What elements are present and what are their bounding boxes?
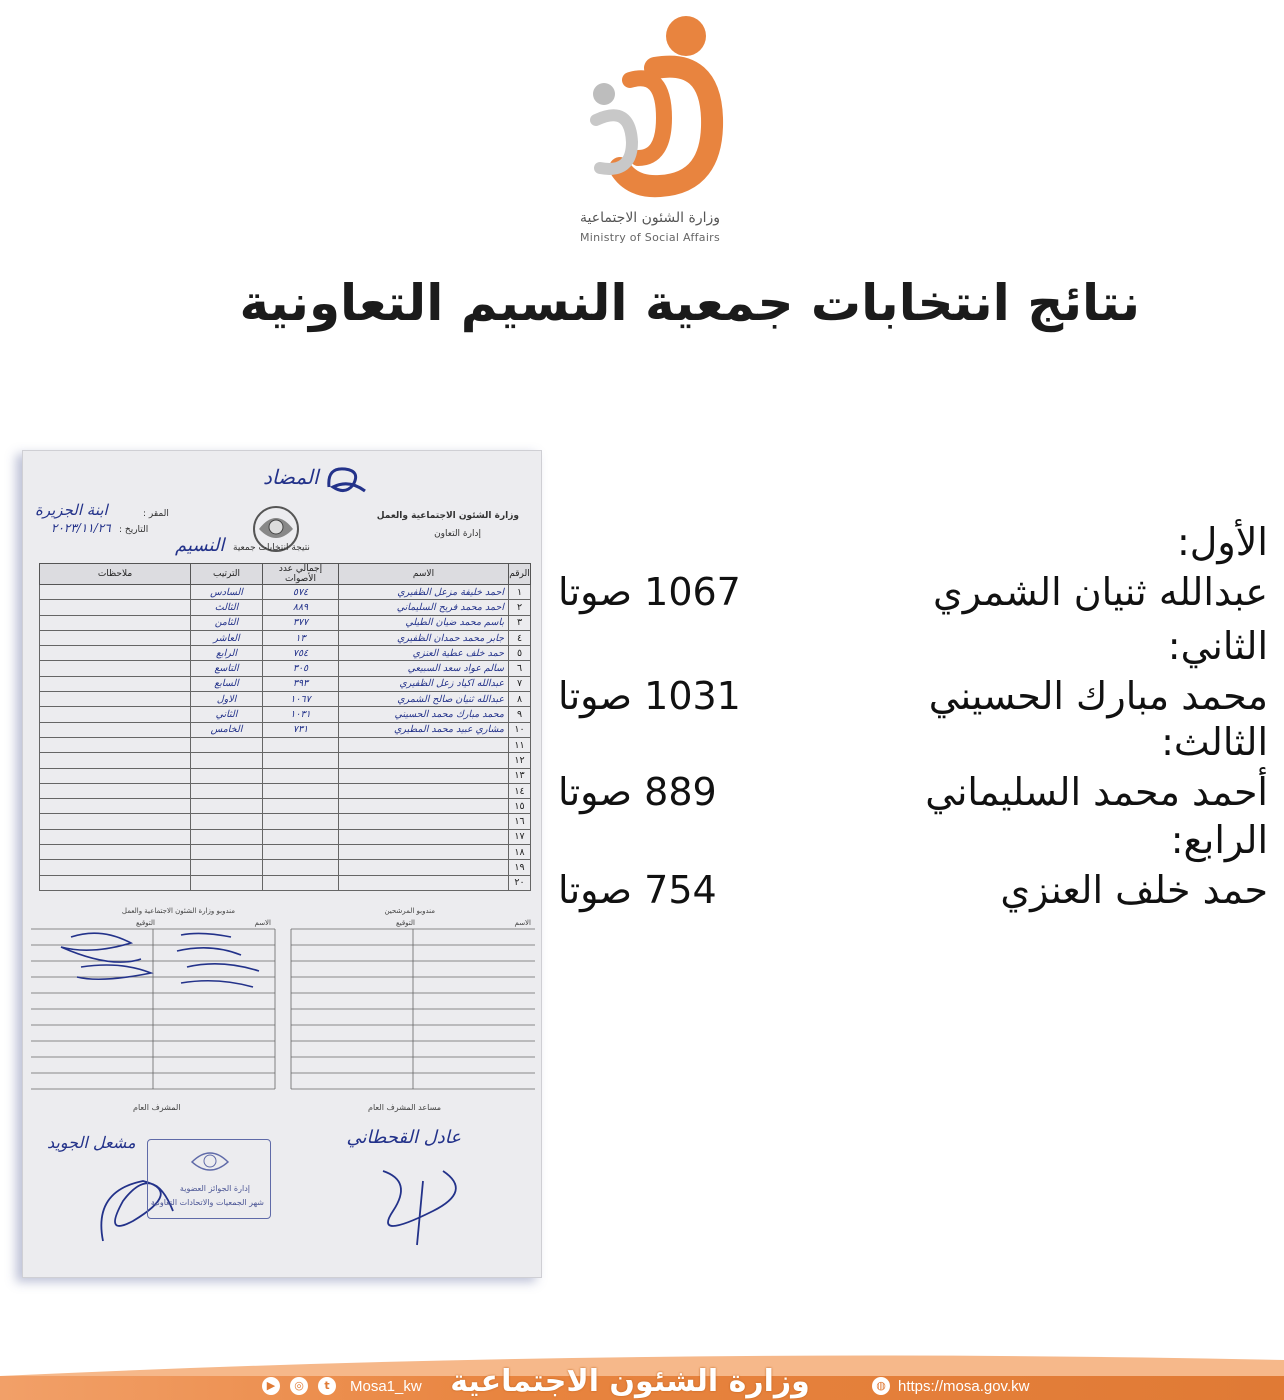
footer-website-link[interactable]: https://mosa.gov.kw [898,1378,1030,1395]
row-votes [263,875,339,890]
table-row [40,753,531,768]
row-notes [40,799,191,814]
row-number: ٣ [509,615,531,630]
sheet-date-value: ٢٠٢٣/١١/٢٦ [51,521,111,535]
ministry-sign-col: التوقيع [136,919,155,927]
row-votes: ٨٨٩ [263,600,339,615]
row-votes [263,829,339,844]
scanned-results-sheet [22,450,542,1278]
row-votes [263,814,339,829]
row-name [339,829,509,844]
row-name [339,768,509,783]
row-rank: الثالث [191,600,263,615]
row-name: مشاري عبيد محمد المطيري [339,722,509,737]
result-3-name: أحمد محمد السليماني [925,770,1268,814]
row-votes: ١٣ [263,630,339,645]
row-notes [40,845,191,860]
row-number: ١٤ [509,783,531,798]
row-name [339,814,509,829]
table-row [40,692,531,707]
ministry-name-col: الاسم [254,919,271,927]
row-votes [263,845,339,860]
row-rank [191,845,263,860]
table-row [40,814,531,829]
row-number: ١٢ [509,753,531,768]
col-notes: ملاحظات [40,564,191,585]
row-notes [40,585,191,600]
row-rank: السادس [191,585,263,600]
result-4-votes: 754 صوتا [558,868,717,912]
table-row [40,799,531,814]
row-votes: ١٠٦٧ [263,692,339,707]
row-name: احمد خليفة مزعل الظفيري [339,585,509,600]
row-name: احمد محمد فريح السليماني [339,600,509,615]
row-number: ٥ [509,646,531,661]
table-row [40,845,531,860]
official-stamp [147,1139,271,1219]
table-row [40,615,531,630]
row-notes [40,753,191,768]
row-rank: الرابع [191,646,263,661]
row-number: ١٠ [509,722,531,737]
row-number: ١١ [509,737,531,752]
row-notes [40,646,191,661]
row-rank [191,814,263,829]
ministry-logo-icon [560,8,740,198]
row-notes [40,814,191,829]
row-votes [263,753,339,768]
row-rank: العاشر [191,630,263,645]
row-notes [40,768,191,783]
results-list [550,520,1268,920]
row-rank [191,753,263,768]
table-row [40,783,531,798]
row-name [339,783,509,798]
row-notes [40,722,191,737]
row-rank: الاول [191,692,263,707]
table-row [40,707,531,722]
signature-grid-lines [31,907,535,1097]
row-name: حمد خلف عطية العنزي [339,646,509,661]
general-supervisor-label: المشرف العام [133,1103,181,1112]
row-number: ١٥ [509,799,531,814]
logo-arabic-name: وزارة الشئون الاجتماعية [580,210,720,226]
row-name [339,737,509,752]
handwritten-scribble-icon [323,461,371,497]
row-notes [40,676,191,691]
row-notes [40,630,191,645]
row-rank [191,875,263,890]
youtube-icon[interactable]: ▶ [262,1377,280,1395]
row-votes [263,860,339,875]
row-rank: الثاني [191,707,263,722]
result-2-rank: الثاني: [1167,624,1268,668]
sheet-results-table [39,563,531,891]
ministry-reps-title: مندوبو وزارة الشئون الاجتماعية والعمل [121,907,235,915]
row-rank [191,737,263,752]
row-number: ٢ [509,600,531,615]
col-name: الاسم [339,564,509,585]
handwritten-note: المضاد [263,465,319,489]
row-rank [191,783,263,798]
row-votes [263,768,339,783]
row-number: ١٨ [509,845,531,860]
representatives-signature-grid [31,907,535,1097]
row-number: ٦ [509,661,531,676]
sheet-result-caption-hand: النسيم [175,535,225,556]
table-row [40,737,531,752]
result-3-rank: الثالث: [1161,720,1268,764]
row-number: ١٧ [509,829,531,844]
row-votes: ٧٣١ [263,722,339,737]
row-votes: ٥٧٤ [263,585,339,600]
table-row [40,875,531,890]
row-number: ١٣ [509,768,531,783]
row-name: سالم عواد سعد السبيعي [339,661,509,676]
instagram-icon[interactable]: ◎ [290,1377,308,1395]
assistant-supervisor-signature: عادل القحطاني [346,1127,461,1148]
candidates-name-col: الاسم [514,919,531,927]
col-votes: إجمالي عدد الأصوات [263,564,339,585]
row-votes: ٧٥٤ [263,646,339,661]
assistant-supervisor-label: مساعد المشرف العام [368,1103,441,1112]
table-row [40,600,531,615]
row-number: ١٦ [509,814,531,829]
table-row [40,630,531,645]
row-notes [40,875,191,890]
result-1-votes: 1067 صوتا [558,570,741,614]
row-name: جابر محمد حمدان الظفيري [339,630,509,645]
row-votes [263,799,339,814]
twitter-icon[interactable]: t [318,1377,336,1395]
row-notes [40,661,191,676]
table-row [40,585,531,600]
result-1-name: عبدالله ثنيان الشمري [932,570,1268,614]
row-name [339,753,509,768]
table-row [40,768,531,783]
sheet-hq-value: ابنة الجزيرة [35,501,108,519]
footer-ministry-name: وزارة الشئون الاجتماعية [450,1364,810,1399]
col-rank: الترتيب [191,564,263,585]
row-votes: ٣٩٣ [263,676,339,691]
candidates-sign-col: التوقيع [396,919,415,927]
row-name [339,845,509,860]
row-votes: ١٠٣١ [263,707,339,722]
globe-icon: ◍ [872,1377,890,1395]
table-row [40,829,531,844]
row-name [339,875,509,890]
row-number: ٧ [509,676,531,691]
row-name [339,860,509,875]
row-notes [40,829,191,844]
general-supervisor-signature: مشعل الجويد [47,1133,136,1152]
result-2-votes: 1031 صوتا [558,674,741,718]
table-row [40,646,531,661]
stamp-emblem-icon [188,1144,232,1180]
handwritten-signatures-icon [53,1141,523,1251]
row-votes: ٣٧٧ [263,615,339,630]
row-notes [40,692,191,707]
table-row [40,860,531,875]
logo-english-name: Ministry of Social Affairs [579,231,721,244]
result-1-rank: الأول: [1177,520,1268,564]
row-name: محمد مبارك محمد الحسيني [339,707,509,722]
row-rank [191,799,263,814]
row-votes [263,783,339,798]
row-number: ٢٠ [509,875,531,890]
sheet-result-caption: نتيجة انتخابات جمعية [233,543,310,553]
row-notes [40,783,191,798]
col-number: الرقم [509,564,531,585]
result-2-name: محمد مبارك الحسيني [928,674,1268,718]
row-number: ٩ [509,707,531,722]
table-row [40,676,531,691]
sheet-date-label: التاريخ : [119,525,149,535]
row-name: باسم محمد ضيان الطيلي [339,615,509,630]
sheet-hq-label: المقر : [143,509,169,519]
row-notes [40,737,191,752]
result-3-votes: 889 صوتا [558,770,717,814]
row-rank: التاسع [191,661,263,676]
row-votes: ٣٠٥ [263,661,339,676]
page-title: نتائج انتخابات جمعية النسيم التعاونية [239,274,1140,332]
row-rank [191,860,263,875]
result-4-rank: الرابع: [1170,818,1268,862]
row-number: ٨ [509,692,531,707]
row-name [339,799,509,814]
table-row [40,661,531,676]
result-4-name: حمد خلف العنزي [1000,868,1268,912]
row-notes [40,600,191,615]
candidates-reps-title: مندوبو المرشحين [384,907,435,915]
sheet-ministry: وزارة الشئون الاجتماعية والعمل [376,511,519,521]
row-rank [191,768,263,783]
stamp-line-1: إدارة الجوائز العضوية [179,1184,250,1193]
table-row [40,722,531,737]
row-notes [40,707,191,722]
row-rank: الخامس [191,722,263,737]
sheet-department: إدارة التعاون [434,529,481,539]
stamp-line-2: شهر الجمعيات والاتحادات التعاونية [150,1198,264,1207]
row-rank [191,829,263,844]
row-number: ٤ [509,630,531,645]
row-number: ١ [509,585,531,600]
row-name: عبدالله ثنيان صالح الشمري [339,692,509,707]
row-name: عبدالله اكياد زعل الظفيري [339,676,509,691]
table-header-row [40,564,531,585]
row-rank: الثامن [191,615,263,630]
row-votes [263,737,339,752]
row-number: ١٩ [509,860,531,875]
row-notes [40,860,191,875]
footer-social-handle[interactable]: Mosa1_kw [350,1378,422,1395]
row-notes [40,615,191,630]
row-rank: السابع [191,676,263,691]
